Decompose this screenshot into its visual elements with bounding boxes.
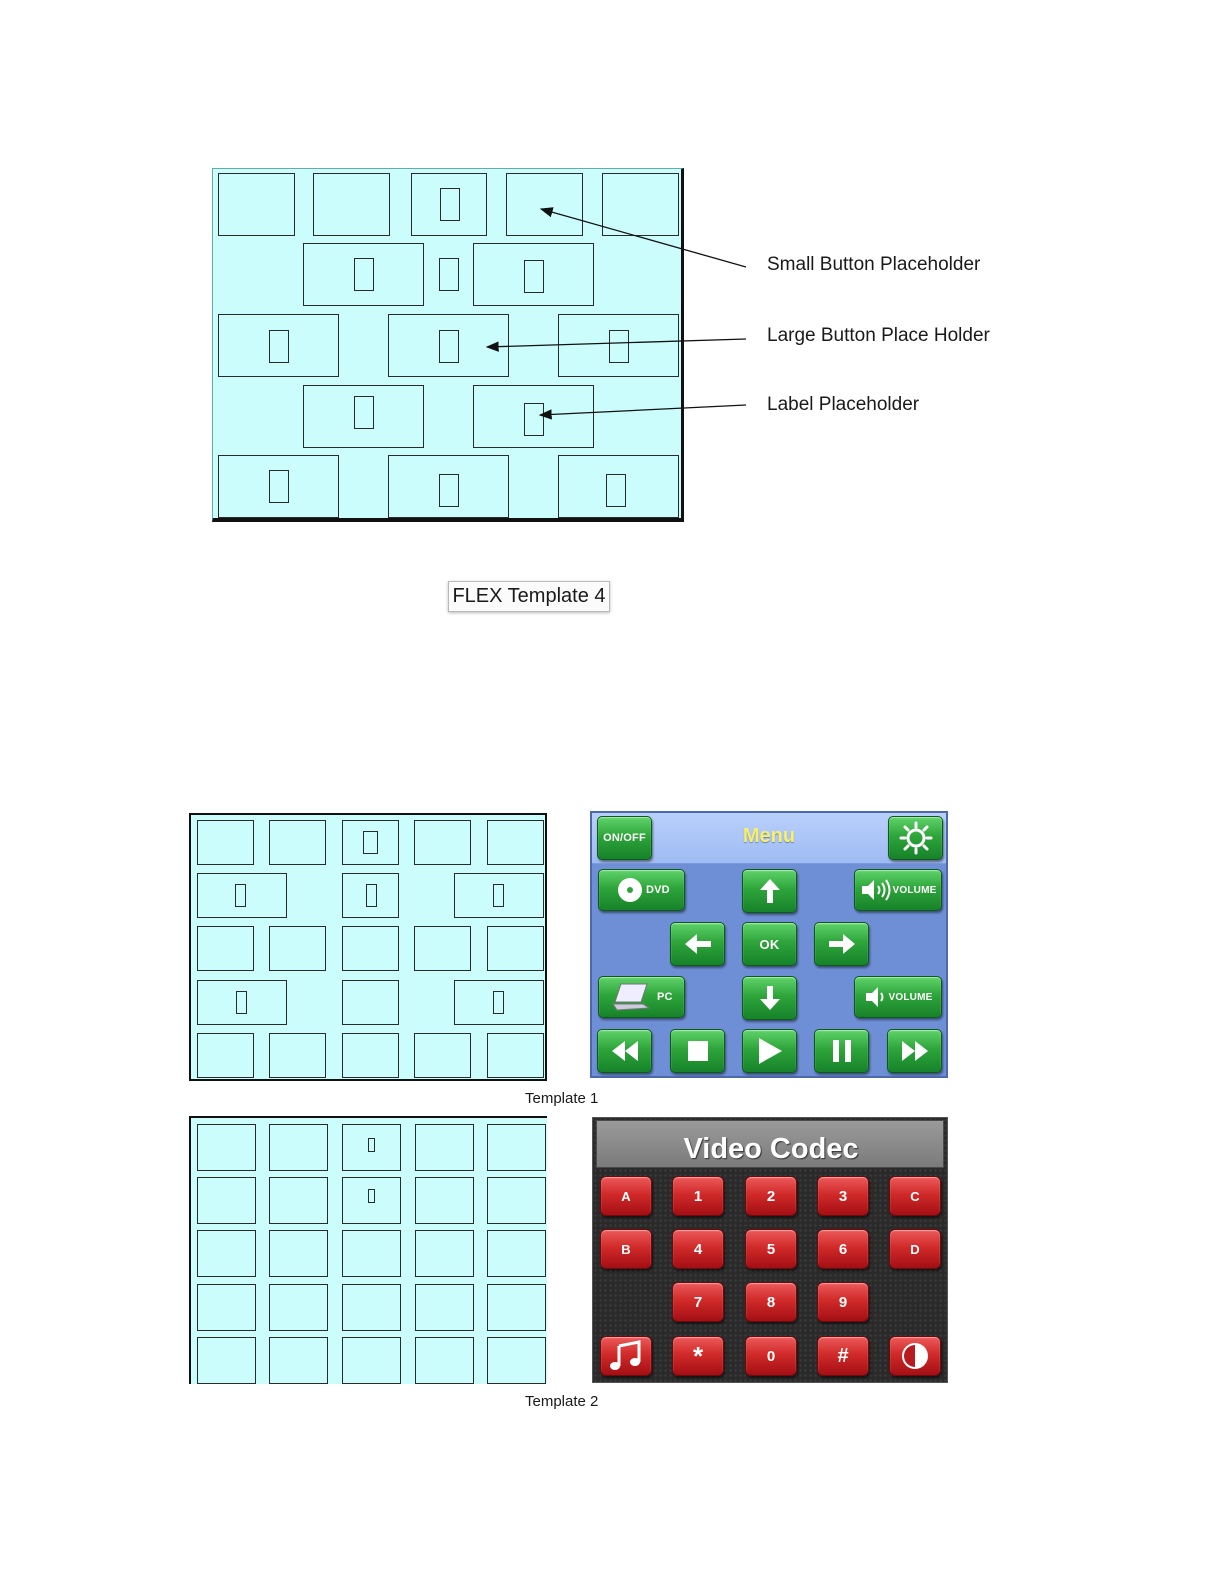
small-button-placeholder — [415, 1337, 474, 1384]
small-button-placeholder — [197, 1284, 256, 1331]
small-button-placeholder — [487, 1284, 546, 1331]
volume-up-button[interactable] — [854, 869, 942, 911]
key-3-button[interactable]: 3 — [817, 1176, 869, 1216]
small-button-placeholder — [415, 1177, 474, 1224]
small-button-placeholder — [414, 1033, 471, 1078]
key-0-button[interactable]: 0 — [745, 1336, 797, 1376]
small-button-placeholder — [342, 980, 399, 1025]
key-8-button[interactable]: 8 — [745, 1282, 797, 1322]
small-button-placeholder — [269, 1284, 328, 1331]
key-b-button[interactable]: B — [600, 1229, 652, 1269]
settings-button[interactable] — [888, 816, 943, 860]
small-button-placeholder — [197, 1230, 256, 1277]
codec-title: Video Codec — [683, 1133, 859, 1165]
small-button-placeholder — [487, 1230, 546, 1277]
large-button-callout: Large Button Place Holder — [767, 325, 990, 346]
small-button-placeholder — [197, 1033, 254, 1078]
pause-icon — [831, 1038, 853, 1064]
menu-title: Menu — [742, 825, 796, 847]
laptop-icon — [611, 982, 653, 1012]
large-button-placeholder — [454, 873, 544, 918]
down-button[interactable] — [742, 976, 797, 1020]
label-placeholder — [368, 1138, 375, 1152]
small-button-placeholder — [415, 1230, 474, 1277]
contrast-icon — [900, 1341, 930, 1371]
volume-up-label: VOLUME — [892, 884, 937, 896]
small-button-placeholder — [197, 1124, 256, 1171]
volume-down-button[interactable] — [854, 976, 942, 1018]
small-button-placeholder — [269, 1033, 326, 1078]
pc-label: PC — [657, 991, 673, 1003]
key-a-button[interactable]: A — [600, 1176, 652, 1216]
key-2-button[interactable]: 2 — [745, 1176, 797, 1216]
video-codec-panel — [592, 1117, 948, 1383]
small-button-placeholder — [342, 1177, 401, 1224]
key-c-button[interactable]: C — [889, 1176, 941, 1216]
ok-button[interactable] — [742, 922, 797, 966]
small-button-placeholder — [342, 926, 399, 971]
arrow-up-icon — [758, 877, 782, 905]
small-button-arrow — [541, 209, 746, 267]
fast-forward-icon — [900, 1039, 930, 1063]
small-button-placeholder — [342, 1284, 401, 1331]
key-5-button[interactable]: 5 — [745, 1229, 797, 1269]
small-button-placeholder — [342, 1230, 401, 1277]
key-9-button[interactable]: 9 — [817, 1282, 869, 1322]
label-callout: Label Placeholder — [767, 394, 920, 415]
small-button-placeholder — [342, 873, 399, 918]
disc-icon — [617, 877, 643, 903]
large-button-placeholder — [454, 980, 544, 1025]
large-button-placeholder — [197, 980, 287, 1025]
label-placeholder — [235, 884, 246, 907]
small-button-placeholder — [269, 820, 326, 865]
label-placeholder — [493, 991, 504, 1014]
small-button-placeholder — [342, 1033, 399, 1078]
arrow-down-icon — [758, 984, 782, 1012]
dvd-label: DVD — [646, 884, 670, 896]
codec-header — [596, 1120, 944, 1168]
large-button-placeholder — [197, 873, 287, 918]
rewind-button[interactable] — [597, 1029, 652, 1073]
small-button-placeholder — [415, 1284, 474, 1331]
small-button-placeholder — [197, 1337, 256, 1384]
small-button-placeholder — [269, 1337, 328, 1384]
small-button-placeholder — [269, 926, 326, 971]
large-button-arrow — [487, 339, 746, 347]
pause-button[interactable] — [814, 1029, 869, 1073]
template-1-grid — [189, 813, 547, 1081]
key-hash-button[interactable]: # — [817, 1336, 869, 1376]
label-placeholder — [366, 884, 377, 907]
small-button-placeholder — [342, 1337, 401, 1384]
play-icon — [756, 1036, 784, 1066]
label-arrow — [540, 405, 746, 415]
small-button-callout: Small Button Placeholder — [767, 254, 981, 275]
play-button[interactable] — [742, 1029, 797, 1073]
small-button-placeholder — [269, 1177, 328, 1224]
small-button-placeholder — [487, 1337, 546, 1384]
small-button-placeholder — [487, 820, 544, 865]
stop-button[interactable] — [670, 1029, 725, 1073]
up-button[interactable] — [742, 869, 797, 913]
template-2-grid — [189, 1116, 547, 1384]
key-4-button[interactable]: 4 — [672, 1229, 724, 1269]
key-7-button[interactable]: 7 — [672, 1282, 724, 1322]
stop-icon — [686, 1039, 710, 1063]
small-button-placeholder — [269, 1124, 328, 1171]
small-button-placeholder — [487, 1033, 544, 1078]
dvd-button[interactable] — [598, 869, 685, 911]
arrow-right-icon — [827, 932, 857, 956]
music-note-icon — [609, 1340, 643, 1372]
flex-template-4-caption: FLEX Template 4 — [448, 581, 610, 612]
key-1-button[interactable]: 1 — [672, 1176, 724, 1216]
template-2-caption: Template 2 — [525, 1393, 599, 1410]
key-d-button[interactable]: D — [889, 1229, 941, 1269]
contrast-button[interactable] — [889, 1336, 941, 1376]
small-button-placeholder — [414, 926, 471, 971]
small-button-placeholder — [415, 1124, 474, 1171]
callout-arrows — [0, 0, 1224, 700]
remote-panel — [590, 811, 948, 1078]
small-button-placeholder — [197, 926, 254, 971]
speaker-loud-icon — [860, 878, 892, 902]
music-button[interactable] — [600, 1336, 652, 1376]
arrow-left-icon — [683, 932, 713, 956]
small-button-placeholder — [342, 1124, 401, 1171]
template-1-caption: Template 1 — [525, 1090, 599, 1107]
sun-icon — [899, 821, 933, 855]
small-button-placeholder — [269, 1230, 328, 1277]
pc-button[interactable] — [598, 976, 685, 1018]
label-placeholder — [368, 1189, 375, 1203]
small-button-placeholder — [197, 1177, 256, 1224]
small-button-placeholder — [414, 820, 471, 865]
label-placeholder — [236, 991, 247, 1014]
on-off-label: ON/OFF — [603, 832, 646, 844]
small-button-placeholder — [342, 820, 399, 865]
fast-forward-button[interactable] — [887, 1029, 942, 1073]
volume-down-label: VOLUME — [888, 991, 933, 1003]
small-button-placeholder — [487, 926, 544, 971]
left-button[interactable] — [670, 922, 725, 966]
ok-label: OK — [759, 936, 780, 952]
small-button-placeholder — [487, 1124, 546, 1171]
small-button-placeholder — [197, 820, 254, 865]
rewind-icon — [610, 1039, 640, 1063]
small-button-placeholder — [487, 1177, 546, 1224]
on-off-button[interactable] — [597, 816, 652, 860]
label-placeholder — [493, 884, 504, 907]
key-6-button[interactable]: 6 — [817, 1229, 869, 1269]
right-button[interactable] — [814, 922, 869, 966]
key-star-button[interactable]: * — [672, 1336, 724, 1376]
speaker-soft-icon — [864, 985, 886, 1009]
label-placeholder — [363, 831, 378, 854]
